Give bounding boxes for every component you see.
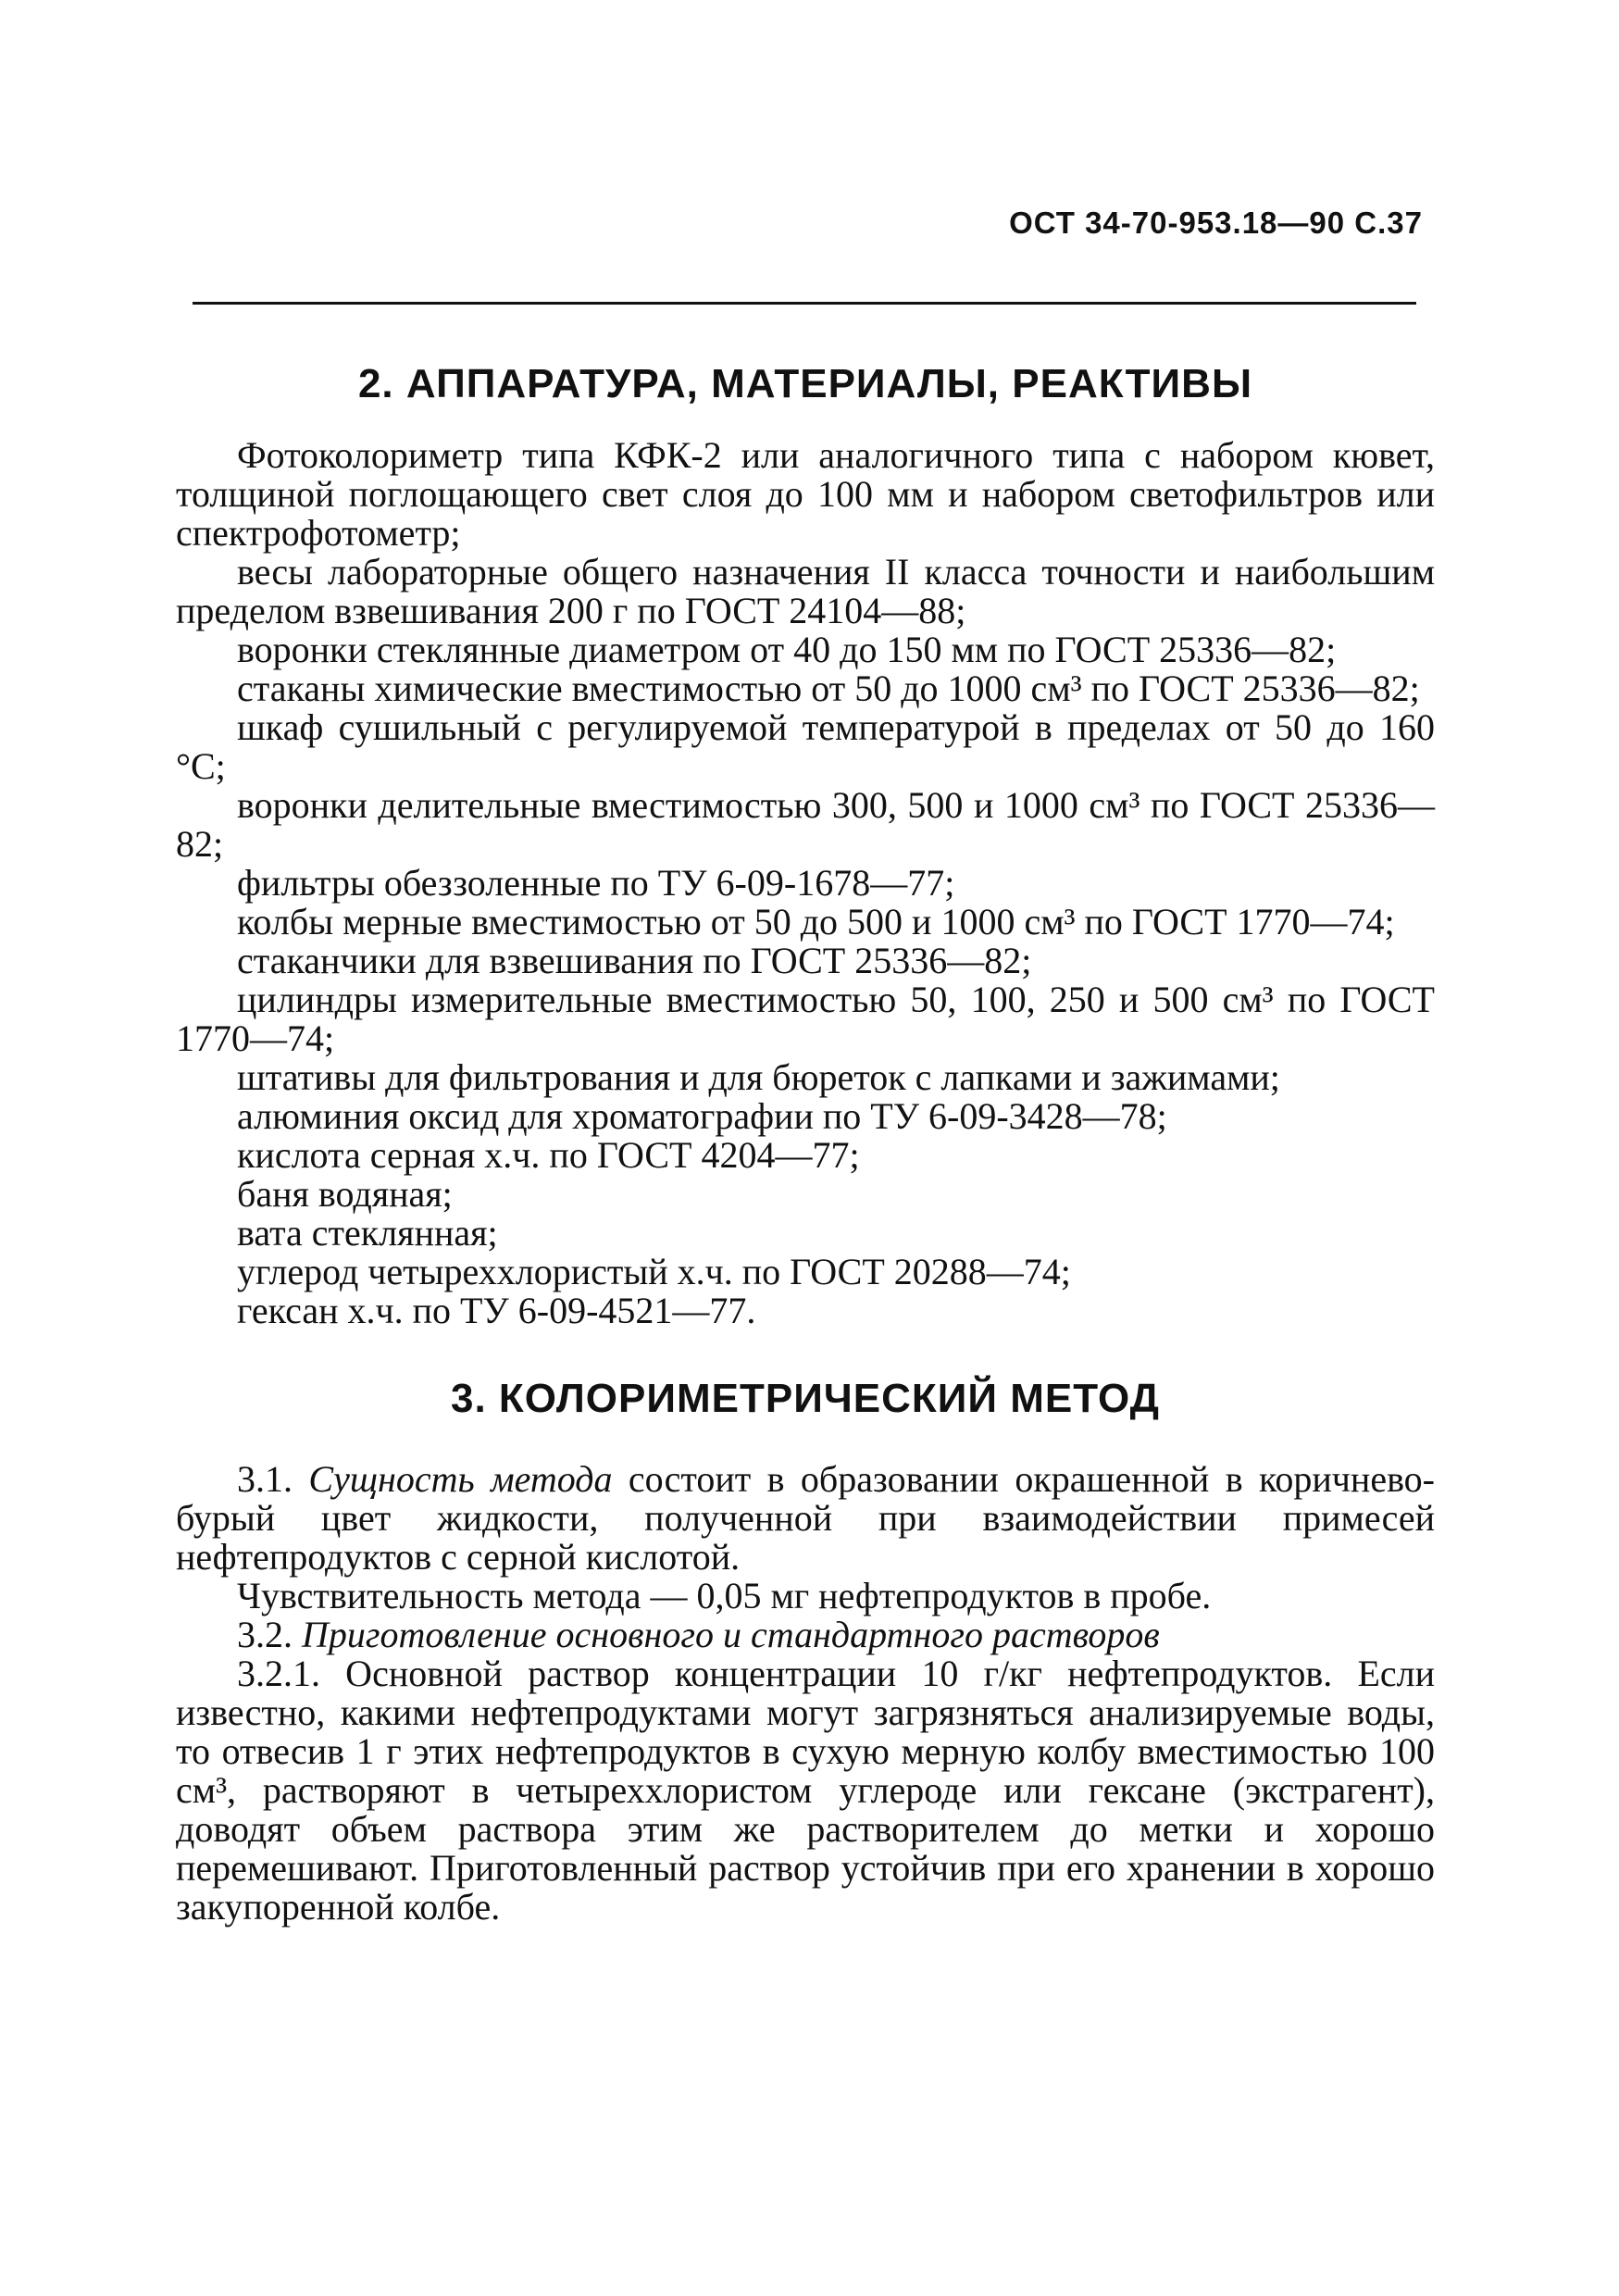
equipment-list xyxy=(176,436,1435,1330)
equipment-item: стаканы химические вместимостью от 50 до 1000 см³ по ГОСТ 25336—82; xyxy=(237,668,1420,709)
paragraph-text: состоит в образовании окрашенной в коричнево-бурый цвет жидкости, полученной при взаимодействии примесей нефтепродуктов с серной кислотой. xyxy=(176,1458,1436,1578)
equipment-item: весы лабораторные общего назначения II класса точности и наибольшим пределом взвешивания 200 г по ГОСТ 24104—88; xyxy=(176,551,1435,631)
document-body xyxy=(176,356,1435,1927)
equipment-item: Фотоколориметр типа КФК-2 или аналогичного типа с набором кювет, толщиной поглощающего свет слоя до 100 мм и набором светофильтров или спектрофотометр; xyxy=(176,434,1435,554)
paragraph-3-2 xyxy=(176,1616,1435,1654)
paragraph-number: 3.1. xyxy=(237,1458,293,1500)
equipment-item: шкаф сушильный с регулируемой температурой в пределах от 50 до 160 °С; xyxy=(176,706,1435,787)
equipment-item: кислота серная х.ч. по ГОСТ 4204—77; xyxy=(237,1134,860,1176)
equipment-item: алюминия оксид для хроматографии по ТУ 6-09-3428—78; xyxy=(237,1095,1167,1137)
paragraph-subtitle: Приготовление основного и стандартного растворов xyxy=(302,1614,1160,1655)
paragraph-number: 3.2. xyxy=(237,1614,293,1655)
equipment-item: колбы мерные вместимостью от 50 до 500 и 1000 см³ по ГОСТ 1770—74; xyxy=(237,901,1395,942)
equipment-item: баня водяная; xyxy=(237,1173,453,1215)
header-rule xyxy=(193,302,1416,305)
equipment-item: углерод четыреххлористый х.ч. по ГОСТ 20288—74; xyxy=(237,1251,1071,1292)
equipment-item: воронки делительные вместимостью 300, 500 и 1000 см³ по ГОСТ 25336—82; xyxy=(176,784,1435,865)
equipment-item: гексан х.ч. по ТУ 6-09-4521—77. xyxy=(237,1290,756,1331)
sensitivity-line: Чувствительность метода — 0,05 мг нефтепродуктов в пробе. xyxy=(237,1575,1212,1616)
paragraph-3-2-1: 3.2.1. Основной раствор концентрации 10 г/кг нефтепродуктов. Если известно, какими нефтепродуктами могут загрязняться анализируемые воды, то отвесив 1 г этих нефтепродуктов в сухую мерную колбу вместимостью 100 см³, растворяют в четыреххлористом углероде или гексане (экстрагент), доводят объем раствора этим же растворителем до метки и хорошо перемешивают. Приготовленный раствор устойчив при его хранении в хорошо закупоренной колбе. xyxy=(176,1653,1435,1928)
equipment-item: вата стеклянная; xyxy=(237,1212,498,1254)
equipment-item: воронки стеклянные диаметром от 40 до 150 мм по ГОСТ 25336—82; xyxy=(237,629,1337,670)
equipment-item: цилиндры измерительные вместимостью 50, 100, 250 и 500 см³ по ГОСТ 1770—74; xyxy=(176,979,1435,1059)
paragraph-term: Сущность метода xyxy=(308,1458,613,1500)
page-header-code: ОСТ 34-70-953.18—90 С.37 xyxy=(1009,206,1423,240)
equipment-item: стаканчики для взвешивания по ГОСТ 25336—82; xyxy=(237,940,1032,981)
equipment-item: штативы для фильтрования и для бюреток с лапками и зажимами; xyxy=(237,1056,1280,1098)
section-2-title: 2. АППАРАТУРА, МАТЕРИАЛЫ, РЕАКТИВЫ xyxy=(357,361,1253,406)
paragraph-3-1 xyxy=(176,1460,1435,1577)
section-3-title: 3. КОЛОРИМЕТРИЧЕСКИЙ МЕТОД xyxy=(451,1376,1160,1421)
equipment-item: фильтры обеззоленные по ТУ 6-09-1678—77; xyxy=(237,862,955,904)
